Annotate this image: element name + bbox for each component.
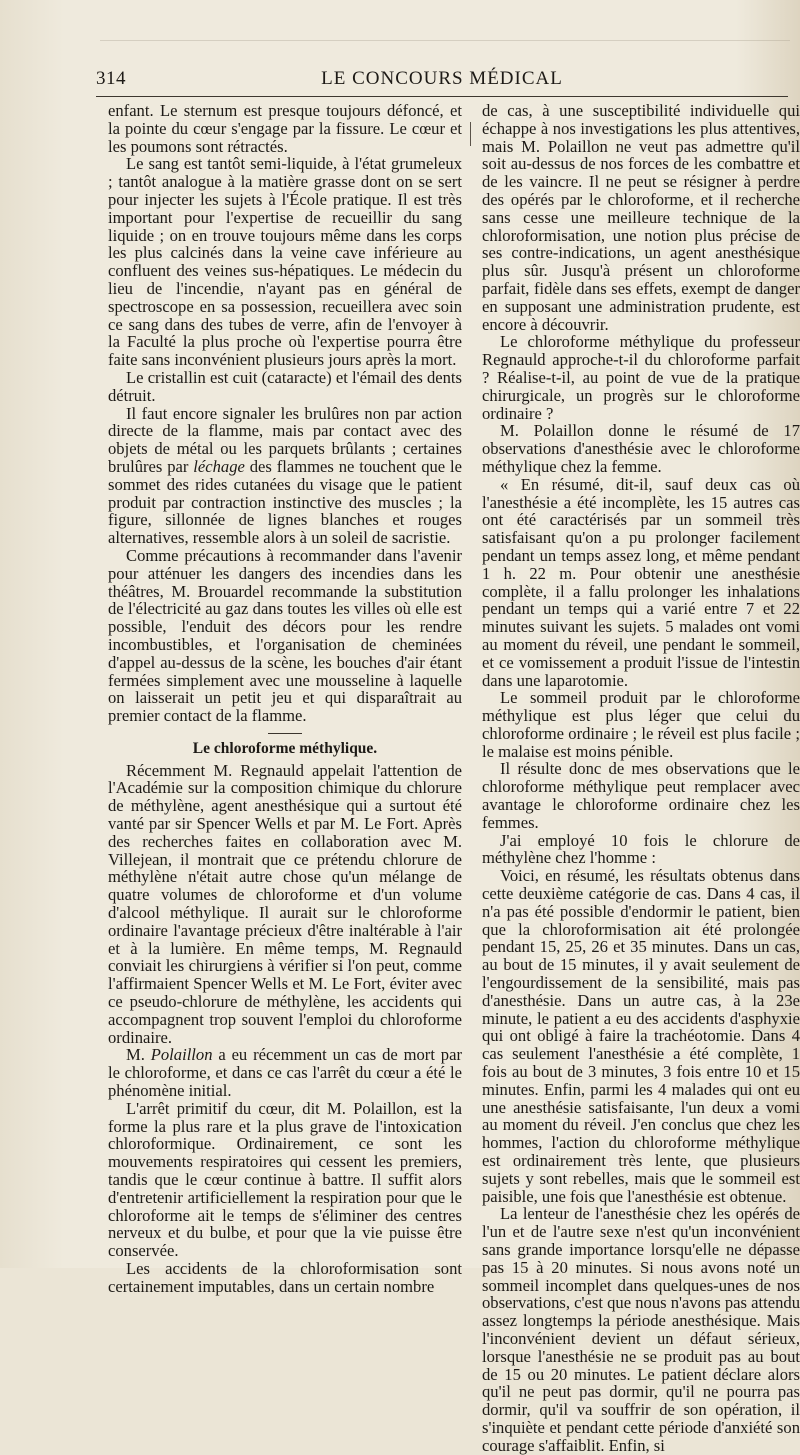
paragraph: enfant. Le sternum est presque toujours défoncé, et la pointe du cœur s'engage par la fissure. Le cœur et les poumons sont rétractés. (108, 101, 462, 156)
paragraph: Le chloroforme méthylique du professeur Regnauld approche-t-il du chloroforme parfait ? Réalise-t-il, au point de vue de la pratique chirurgicale, un progrès sur le chloroforme ordinaire ? (482, 332, 800, 423)
paragraph: de cas, à une susceptibilité individuelle qui échappe à nos investigations les plus attentives, mais M. Polaillon ne veut pas admettre qu'il soit au-dessus de nos forces de les combattre et de les vaincre. Il ne peut se résigner à perdre des opérés par le chloroforme, et il recherche sans cesse une meilleure technique de la chloroformisation, une notion plus précise de ses contre-indications, un agent anesthésique plus sûr. Jusqu'à présent un chloroforme parfait, fidèle dans ses effets, exempt de danger en supposant une administration prudente, est encore à découvrir. (482, 101, 800, 334)
section-separator (268, 733, 302, 734)
italic-term: léchage (193, 456, 245, 476)
paragraph: « En résumé, dit-il, sauf deux cas où l'anesthésie a été incomplète, les 15 autres cas ont été caractérisés par un sommeil très satisfaisant qu'on a pu prolonger facilement pendant un temps assez long, et même pendant 1 h. 22 m. Pour obtenir une anesthésie complète, il a fallu prolonger les inhalations pendant un temps qui a varié entre 7 et 22 minutes suivant les sujets. 5 malades ont vomi au moment du réveil, une pendant le sommeil, et ce vomissement a produit l'issue de l'intestin dans une laparotomie. (482, 474, 800, 690)
paragraph: M. Polaillon donne le résumé de 17 observations d'anesthésie avec le chloroforme méthylique chez la femme. (482, 421, 800, 476)
paragraph: Il résulte donc de mes observations que le chloroforme méthylique peut remplacer avec avantage le chloroforme ordinaire chez les femmes. (482, 759, 800, 832)
journal-title: LE CONCOURS MÉDICAL (321, 68, 563, 89)
paragraph-text: Il faut encore signaler les brulûres non par action directe de la flamme, mais par contact avec des objets de métal ou les parquets brûlants ; certaines brulûres par (108, 403, 462, 476)
paragraph: Comme précautions à recommander dans l'avenir pour atténuer les dangers des incendies dans les théâtres, M. Brouardel recommande la substitution de l'électricité au gaz dans toutes les villes où elle est possible, l'enduit des décors pour les rendre incombustibles, et l'organisation de cheminées d'appel au-dessus de la scène, les bouches d'air étant fermées simplement avec une mousseline à laquelle on laisserait un petit jeu et qui disparaîtrait au premier contact de la flamme. (108, 545, 462, 726)
paragraph (108, 1046, 462, 1099)
paragraph: J'ai employé 10 fois le chlorure de méthylène chez l'homme : (482, 830, 800, 868)
paragraph: Les accidents de la chloroformisation sont certainement imputables, dans un certain nombre (108, 1259, 462, 1296)
show-through-header (100, 40, 790, 63)
paragraph (108, 405, 462, 547)
paragraph: Voici, en résumé, les résultats obtenus dans cette deuxième catégorie de cas. Dans 4 cas, il n'a pas été possible d'endormir le patient, bien que la chloroformisation ait été prolongée pendant 15, 25, 26 et 35 minutes. Dans un cas, au bout de 15 minutes, il y avait seulement de l'engourdissement de la sensibilité, mais pas d'anesthésie. Dans un autre cas, à la 23e minute, le patient a eu des accidents d'asphyxie qui ont obligé à faire la trachéotomie. Dans 4 cas seulement l'anesthésie a été complète, 1 fois au bout de 3 minutes, 3 fois entre 10 et 15 minutes. Enfin, parmi les 4 malades qui ont eu une anesthésie satisfaisante, l'un deux a vomi au moment du réveil. J'en conclus que chez les hommes, l'action du chloroforme méthylique est ordinairement très lente, que plusieurs sujets y sont rebelles, mais que le sommeil est paisible, une fois que l'anesthésie est obtenue. (482, 866, 800, 1206)
paragraph: Le sommeil produit par le chloroforme méthylique est plus léger que celui du chloroforme ordinaire ; le réveil est plus facile ; le malaise est moins pénible. (482, 688, 800, 761)
column-divider (470, 122, 471, 146)
paragraph-text: a eu récemment un cas de mort par le chloroforme, et dans ce cas l'arrêt du cœur a été le phénomène initial. (108, 1045, 462, 1101)
left-column (108, 101, 462, 1296)
paragraph-text: M. (126, 1045, 151, 1065)
paragraph: Le sang est tantôt semi-liquide, à l'état grumeleux ; tantôt analogue à la matière grasse dont on se sert pour injecter les sujets à l'École pratique. Il est très important pour l'expertise de recueillir du sang liquide ; on en trouve toujours même dans les corps les plus calcinés dans la veine cave inférieure au confluent des veines sus-hépatiques. Le médecin du lieu de l'incendie, n'ayant pas en général de spectroscope en sa possession, recueillera avec soin ce sang dans des tubes de verre, afin de l'envoyer à la Faculté la plus proche où l'expertise pourra être faite sans inconvénient plusieurs jours après la mort. (108, 154, 462, 370)
page-header (96, 62, 788, 97)
paragraph: L'arrêt primitif du cœur, dit M. Polaillon, est la forme la plus rare et la plus grave de l'intoxication chloroformique. Ordinairement, ce sont les mouvements respiratoires qui cessent les premiers, tandis que le cœur continue à battre. Il suffit alors d'entretenir artificiellement la respiration pour que le chloroforme ait le temps de s'éliminer des centres nerveux et du bulbe, et pour que la vie puisse être conservée. (108, 1098, 462, 1261)
section-title: Le chloroforme méthylique. (192, 739, 378, 757)
paragraph: Le cristallin est cuit (cataracte) et l'émail des dents détruit. (108, 367, 462, 405)
paragraph: La lenteur de l'anesthésie chez les opérés de l'un et de l'autre sexe n'est qu'un inconvénient sans grande importance lorsqu'elle ne dépasse pas 15 à 20 minutes. Si nous avons noté un sommeil incomplet dans quelques-unes de nos observations, c'est que nous n'avons pas attendu assez longtemps la période anesthésique. Mais l'inconvénient devient un défaut sérieux, lorsque l'anesthésie ne se produit pas au bout de 15 ou 20 minutes. Le patient déclare alors qu'il ne peut pas dormir, qu'il ne pourra pas dormir, qu'il va souffrir de son opération, il s'inquiète et pendant cette période d'anxiété son courage s'affaiblit. Enfin, si (482, 1204, 800, 1455)
paragraph: Récemment M. Regnauld appelait l'attention de l'Académie sur la composition chimique du chlorure de méthylène, agent anesthésique qui a surtout été vanté par sir Spencer Wells et par M. Le Fort. Après des recherches faites en collaboration avec M. Villejean, il montrait que ce prétendu chlorure de méthylène n'était autre chose qu'un mélange de quatre volumes de chloroforme et d'un volume d'alcool méthylique. Il aurait sur le chloroforme ordinaire l'avantage précieux d'être inaltérable à l'air et à la lumière. En même temps, M. Regnauld conviait les chirurgiens à vérifier si l'on peut, comme l'affirmaient Spencer Wells et M. Le Fort, éviter avec ce pseudo-chlorure de méthylène, les accidents qui accompagnent trop souvent l'emploi du chloroforme ordinaire. (108, 760, 462, 1047)
page-number: 314 (96, 68, 126, 89)
paragraph-text: des flammes ne touchent que le sommet des rides cutanées du visage que le patient produit par contraction instinctive des muscles ; la figure, sillonnée de lignes blanches et rouges alternatives, ressemble alors à un soleil de sacristie. (108, 456, 462, 548)
italic-name: Polaillon (150, 1045, 213, 1065)
right-column (482, 101, 800, 1455)
